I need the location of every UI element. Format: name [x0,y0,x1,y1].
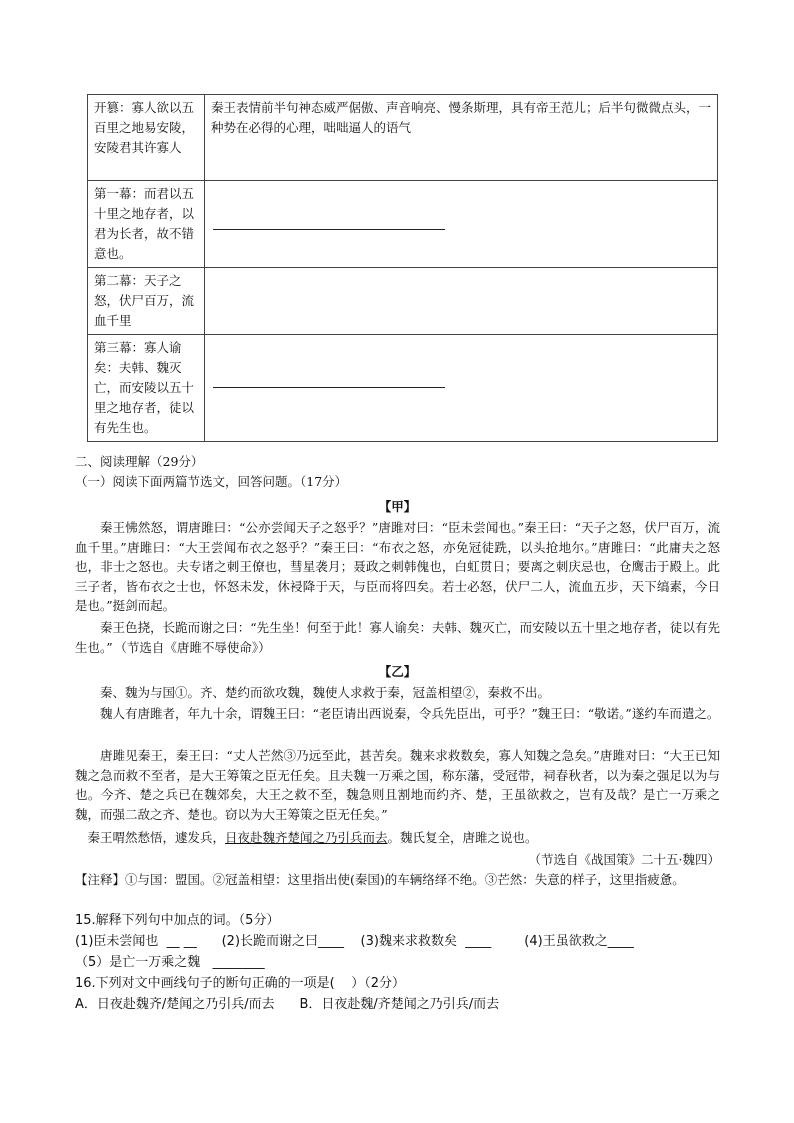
scene-cell: 第三幕：寡人谕矣：夫韩、魏灭亡，而安陵以五十里之地存者，徒以有先生也。 [88,335,205,442]
passage-yi-p4 [75,828,720,848]
answer-blank-line[interactable] [213,229,445,230]
passage-jia-title: 【甲】 [378,499,417,514]
passage-yi-title: 【乙】 [378,664,417,679]
answer-cell[interactable] [205,181,718,268]
passage-jia-p1: 秦王怫然怒，谓唐雎曰：“公亦尝闻天子之怒乎？”唐雎对曰：“臣未尝闻也。”秦王曰：“天子之怒，伏尸百万，流血千里。”唐雎曰：“大王尝闻布衣之怒乎？”秦王曰：“布衣之怒，亦免冠徒跣，以头抢地尔。”唐雎曰：“此庸夫之怒也，非士之怒也。夫专诸之刺王僚也，彗星袭月；聂政之刺韩傀也，白虹贯日；要离之刺庆忌也，仓鹰击于殿上。此三子者，皆布衣之士也，怀怒未发，休祲降于天，与臣而将四矣。若士必怒，伏尸二人，流血五步，天下缟素，今日是也。”挺剑而起。 [75,520,720,614]
passage-source: （节选自《唐雎不辱使命》） [120,639,271,655]
answer-cell[interactable] [205,268,718,335]
passage-yi-p3: 唐雎见秦王，秦王曰：“丈人芒然③乃远至此，甚苦矣。魏来求救数矣，寡人知魏之急矣。”唐雎对曰：“大王已知魏之急而救不至者，是大王筹策之臣无任矣。且夫魏一万乘之国，称东藩，受冠带，祠春秋者，以为秦之强足以为与也。今齐、楚之兵已在魏郊矣，大王之救不至，魏急则且割地而约齐、楚，王虽欲救之，岂有及哉？是亡一万乘之魏，而强二敌之齐、楚也。窃以为大王筹策之臣无任矣。” [75,748,720,822]
passage-text: 秦王喟然愁悟，遽发兵， [87,830,226,845]
analysis-table [87,94,718,442]
section-subtitle: （一）阅读下面两篇节选文，回答问题。（17分） [75,474,348,489]
passage-text: 。魏氏复全，唐雎之说也。 [387,830,538,845]
table-row [88,95,718,181]
table-row [88,268,718,335]
answer-cell[interactable] [205,335,718,442]
underlined-sentence: 日夜赴魏齐楚闻之乃引兵而去 [225,830,388,845]
scene-cell: 开篡：寡人欲以五百里之地易安陵，安陵君其许寡人 [88,95,205,181]
scene-cell: 第二幕：天子之怒，伏尸百万，流血千里 [88,268,205,335]
table-row [88,181,718,268]
passage-yi-p2: 魏人有唐雎者，年九十余，谓魏王曰：“老臣请出西说秦，令兵先臣出，可乎？”魏王曰：“敬诺。”遂约车而遣之。 [100,706,720,721]
question-16-title: 16.下列对文中画线句子的断句正确的一项是( ）（2分） [75,976,406,991]
passage-yi-source: （节选自《战国策》二十五·魏四） [528,852,720,867]
question-15-title: 15.解释下列句中加点的词。（5分） [75,913,280,928]
analysis-cell: 秦王表情前半句神态威严倨傲、声音响亮、慢条斯理，具有帝王范儿；后半句微微点头，一种势在必得的心理，咄咄逼人的语气 [205,95,718,181]
table-row [88,335,718,442]
question-15-line2[interactable]: （5）是亡一万乘之魏 ________ [75,955,265,970]
notes: 【注释】①与国：盟国。②冠盖相望：这里指出使(秦国)的车辆络绎不绝。③芒然：失意的样子，这里指疲惫。 [75,872,685,887]
answer-blank-line[interactable] [213,387,445,388]
question-16-options[interactable]: A．日夜赴魏齐/楚闻之乃引兵/而去 B．日夜赴魏/齐楚闻之乃引兵/而去 [75,997,500,1012]
passage-yi-p1: 秦、魏为与国①。齐、楚约而欲攻魏，魏使人求救于秦，冠盖相望②，秦救不出。 [100,685,551,700]
passage-text: 秦王色挠，长跪而谢之曰：“先生坐！何至于此！寡人谕矣：夫韩、魏灭亡，而安陵以五十里之地存者，徒以有先生也。” [75,620,720,655]
question-15-line1[interactable]: (1)臣未尝闻也 __ __ (2)长跪而谢之曰____ (3)魏来求救数矣 ____ (4)王虽欲救之____ [75,934,634,949]
section-title: 二、阅读理解（29分） [75,454,204,469]
scene-cell: 第一幕：而君以五十里之地存者，以君为长者，故不错意也。 [88,181,205,268]
passage-jia-p2 [75,618,720,657]
